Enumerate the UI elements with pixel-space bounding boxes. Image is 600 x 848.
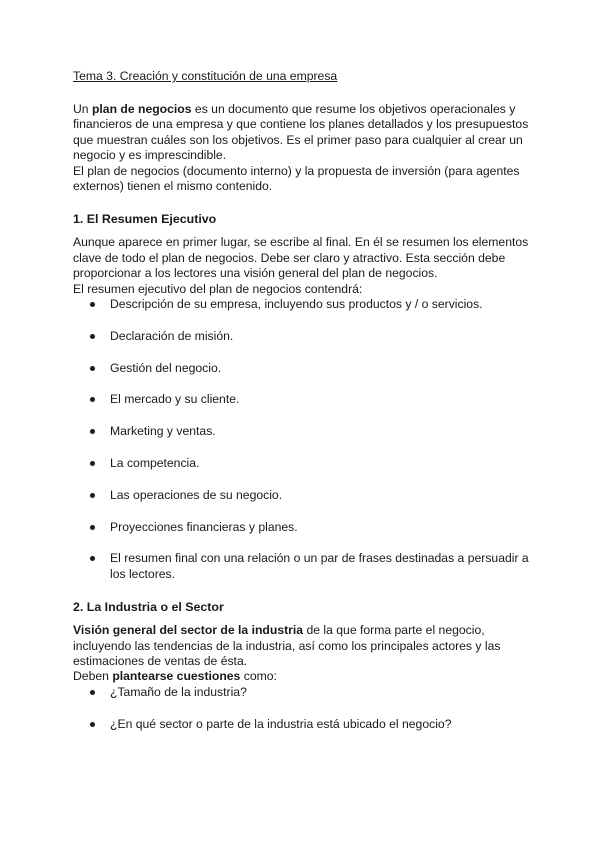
bullet-icon — [90, 461, 95, 466]
list-item — [73, 551, 543, 582]
section-2-paragraph — [73, 623, 543, 669]
list-item — [73, 717, 543, 732]
list-item-text: ¿En qué sector o parte de la industria está ubicado el negocio? — [110, 716, 452, 731]
document-title: Tema 3. Creación y constitución de una empresa — [73, 69, 338, 83]
section-1-paragraph: Aunque aparece en primer lugar, se escribe al final. En él se resumen los elementos clave de todo el plan de negocios. Debe ser claro y atractivo. Esta sección debe proporcionar a los lectores una visión general del plan de negocios. — [73, 235, 529, 281]
bullet-icon — [90, 366, 95, 371]
bullet-icon — [90, 334, 95, 339]
document-page — [73, 68, 543, 732]
list-item — [73, 361, 543, 376]
section-2-list-intro-pre: Deben — [73, 669, 113, 684]
section-2-bold-term: Visión general del sector de la industria — [73, 623, 304, 638]
intro-text-pre: Un — [73, 102, 92, 116]
list-item-text: Las operaciones de su negocio. — [110, 487, 283, 502]
bullet-icon — [90, 525, 95, 530]
list-item-text: La competencia. — [110, 456, 200, 471]
list-item — [73, 424, 543, 439]
list-item — [73, 520, 543, 535]
list-item-text: Descripción de su empresa, incluyendo sus productos y / o servicios. — [110, 297, 483, 312]
list-item — [73, 392, 543, 407]
bullet-icon — [90, 397, 95, 402]
intro-bold-term: plan de negocios — [91, 102, 192, 116]
section-2-list-intro-rest: como: — [240, 669, 277, 684]
list-item — [73, 685, 543, 700]
list-item-text: ¿Tamaño de la industria? — [110, 684, 247, 699]
intro-paragraph-2: El plan de negocios (documento interno) y la propuesta de inversión (para agentes externos) tienen el mismo contenido. — [73, 163, 520, 194]
intro-text-rest: es un documento que resume los objetivos operacionales y financieros de una empresa y que contiene los planes detallados y los presupuestos que muestran cuáles son los objetivos. Es el primer paso para cualquier al crear un negocio y es imprescindible. — [73, 102, 529, 163]
bullet-icon — [90, 302, 95, 307]
bullet-icon — [90, 493, 95, 498]
list-item-text: Marketing y ventas. — [110, 424, 216, 439]
list-item-text: El resumen final con una relación o un par de frases destinadas a persuadir a los lectores. — [110, 551, 529, 581]
section-2-list-intro — [73, 669, 543, 684]
list-item-text: Proyecciones financieras y planes. — [110, 519, 298, 534]
list-item — [73, 297, 543, 312]
bullet-icon — [90, 429, 95, 434]
list-item-text: Gestión del negocio. — [110, 360, 222, 375]
bullet-icon — [90, 722, 95, 727]
list-item — [73, 488, 543, 503]
list-item — [73, 329, 543, 344]
section-1-list — [73, 297, 543, 582]
list-item-text: El mercado y su cliente. — [110, 392, 240, 407]
section-2-text-rest: de la que forma parte el negocio, incluyendo las tendencias de la industria, así como los principales actores y las estimaciones de ventas de ésta. — [73, 623, 501, 669]
section-2-heading: 2. La Industria o el Sector — [73, 600, 224, 615]
section-2-list — [73, 685, 543, 732]
intro-paragraph — [73, 102, 543, 164]
list-item — [73, 456, 543, 471]
section-2-list-intro-bold: plantearse cuestiones — [112, 669, 241, 684]
section-1-list-intro: El resumen ejecutivo del plan de negocios contendrá: — [73, 281, 363, 296]
bullet-icon — [90, 690, 95, 695]
bullet-icon — [90, 556, 95, 561]
section-1-heading: 1. El Resumen Ejecutivo — [73, 212, 217, 227]
list-item-text: Declaración de misión. — [110, 328, 234, 343]
